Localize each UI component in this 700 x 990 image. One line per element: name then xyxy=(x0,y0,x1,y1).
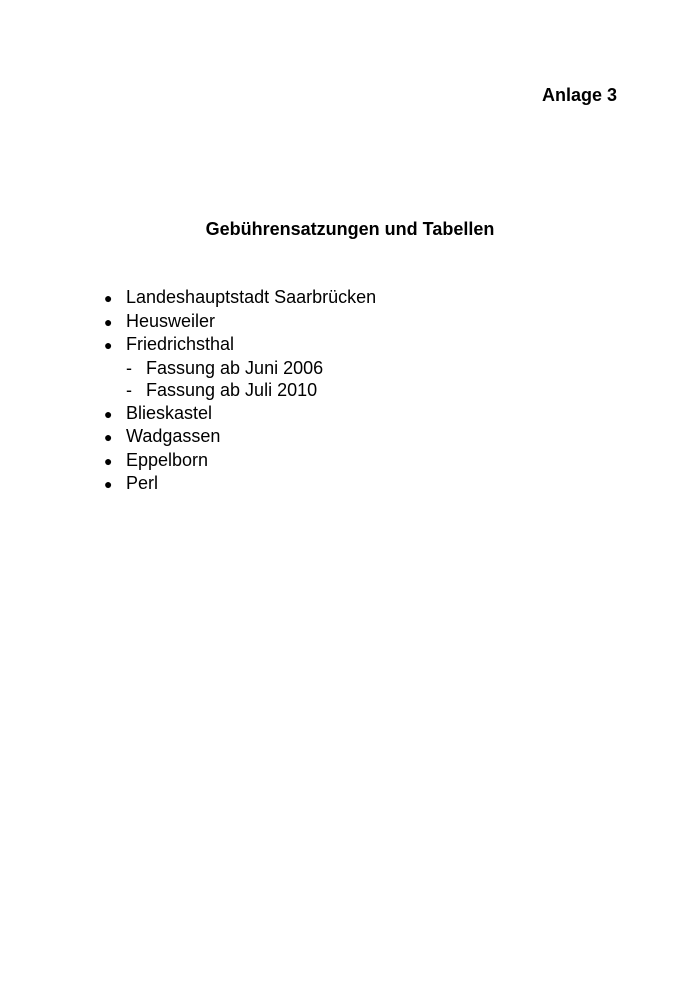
list-item-label: Landeshauptstadt Saarbrücken xyxy=(126,287,377,307)
list-item-label: Eppelborn xyxy=(126,449,209,470)
list-item-label: Perl xyxy=(126,473,159,493)
list-item xyxy=(104,449,376,473)
bullet-dot-icon: ● xyxy=(104,405,113,422)
bullet-dot-icon: ● xyxy=(104,290,113,306)
sub-list-item xyxy=(126,357,376,380)
sub-list-item-label: Fassung ab Juli 2010 xyxy=(146,380,318,400)
list-item xyxy=(104,425,376,449)
list-item-label: Wadgassen xyxy=(126,426,221,446)
sub-list-item xyxy=(126,379,376,402)
list-item-label: Heusweiler xyxy=(126,310,216,331)
version-sublist xyxy=(104,357,376,402)
bullet-dot-icon: ● xyxy=(104,337,113,353)
annex-label: Anlage 3 xyxy=(541,85,617,105)
document-title: Gebührensatzungen und Tabellen xyxy=(205,219,495,239)
list-item xyxy=(104,286,376,310)
bullet-dot-icon: ● xyxy=(104,313,113,330)
list-item xyxy=(104,333,376,402)
bullet-dot-icon: ● xyxy=(104,452,113,469)
list-item-label: Friedrichsthal xyxy=(126,334,235,354)
sub-list-item-label: Fassung ab Juni 2006 xyxy=(146,357,324,378)
list-item-label: Blieskastel xyxy=(126,402,213,423)
municipality-list xyxy=(104,286,376,496)
bullet-dot-icon: ● xyxy=(104,429,113,445)
list-item xyxy=(104,472,376,496)
list-item xyxy=(104,310,376,334)
dash-icon: - xyxy=(126,380,132,400)
dash-icon: - xyxy=(126,357,132,378)
bullet-dot-icon: ● xyxy=(104,476,113,492)
list-item xyxy=(104,402,376,426)
